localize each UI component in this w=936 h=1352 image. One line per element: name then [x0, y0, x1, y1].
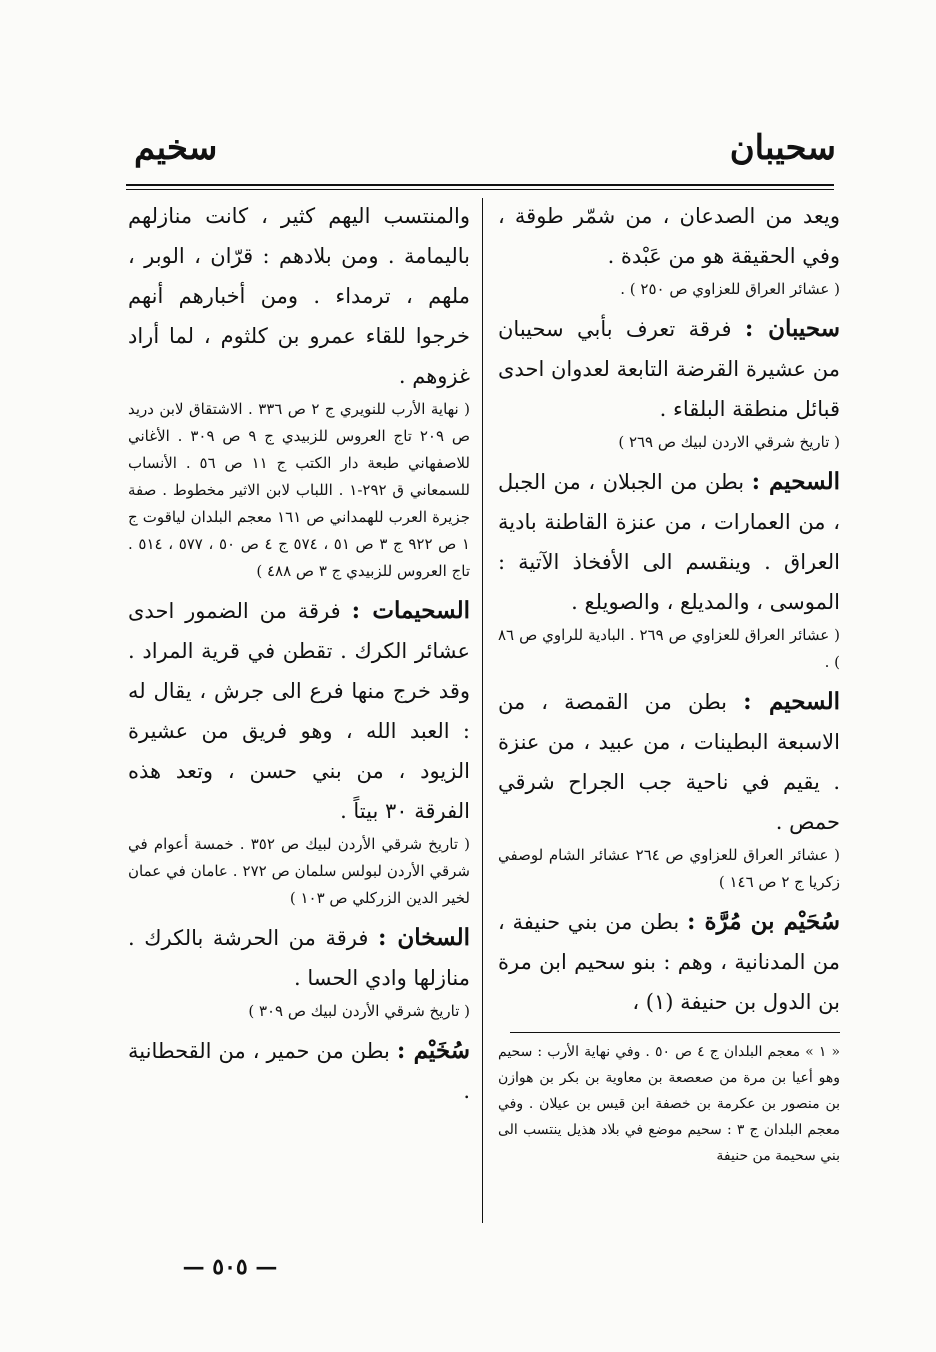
paragraph: ويعد من الصدعان ، من شمّر طوقة ، وفي الحقيقة هو من عَبْدة . [498, 204, 840, 268]
running-head-left: سخيم [134, 128, 218, 168]
entry-sukhaym [128, 1031, 470, 1111]
footnote-rule [510, 1032, 840, 1033]
header-rule [126, 184, 834, 186]
reference: ( تاريخ شرقي الاردن لبيك ص ٢٦٩ ) [618, 433, 840, 451]
left-column [128, 196, 470, 1111]
entry-title: السخان : [377, 924, 470, 951]
entry-text: فرقة تعرف بأبي سحيبان من عشيرة القرضة التابعة لعدوان احدى قبائل منطقة البلقاء . [498, 317, 840, 421]
entry-title: السحيم : [743, 688, 840, 715]
entry-al-suhaymat [128, 591, 470, 831]
entry-title: سُخَيْم : [396, 1037, 470, 1064]
entry-text: بطن من حمير ، من القحطانية . [128, 1039, 470, 1103]
entry-suhaym-bin-murra [498, 902, 840, 1022]
paragraph: والمنتسب اليهم كثير ، كانت منازلهم باليمامة . ومن بلادهم : قرّان ، الوبر ، ملهم ، ترمداء . ومن أخبارهم أنهم خرجوا للقاء عمرو بن كلثوم ، لما أراد غزوهم . [128, 204, 470, 388]
entry-text: بطن من بني حنيفة ، من المدنانية ، وهم : بنو سحيم ابن مرة بن الدول بن حنيفة (١) ، [498, 910, 840, 1014]
entry-text: بطن من القمصة ، من الاسبعة البطينات ، من عبيد ، من عنزة . يقيم في ناحية جب الجراح شرقي حمص . [498, 690, 840, 834]
entry-title: سحيبان : [744, 315, 840, 342]
entry-title: السحيمات : [351, 597, 470, 624]
entry-title: سُحَيْم بن مُرَّة : [686, 908, 840, 935]
entry-text: فرقة من الضمور احدى عشائر الكرك . تقطن في قرية المراد . وقد خرج منها فرع الى جرش ، يقال له : العبد الله ، وهو فريق من عشيرة الزيود ، من بني حسن ، وتعد هذه الفرقة ٣٠ بيتاً . [128, 599, 470, 823]
header-rule-thin [126, 189, 834, 190]
reference: ( نهاية الأرب للنويري ج ٢ ص ٣٣٦ . الاشتقاق لابن دريد ص ٢٠٩ تاج العروس للزبيدي ج ٩ ص ٣٠٩ . الأغاني للاصفهاني طبعة دار الكتب ج ١١ ص ٥٦ . الأنساب للسمعاني ق ٢٩٢-١ . اللباب لابن الاثير مخطوط . صفة جزيرة العرب للهمداني ص ١٦١ معجم البلدان لياقوت ج ١ ص ٩٢٢ ج ٣ ص ٥١ ، ٥٧٤ ج ٤ ص ٥٠ ، ٥٧٧ ، ٥١٤ . تاج العروس للزبيدي ج ٣ ص ٤٨٨ ) [128, 400, 471, 580]
entry-text: فرقة من الحرشة بالكرك . منازلها وادي الحسا . [128, 926, 470, 990]
entry-title: السحيم : [751, 468, 840, 495]
reference: ( عشائر العراق للعزاوي ص ٢٦٩ . البادية للراوي ص ٨٦ ) . [498, 626, 840, 671]
entry-al-suhaym-1 [498, 462, 840, 622]
right-column [498, 196, 840, 1169]
footnote: « ١ » معجم البلدان ج ٤ ص ٥٠ . وفي نهاية الأرب : سحيم وهو أعيا بن مرة من صعصعة بن معاوية بن بكر بن هوازن بن منصور بن عكرمة بن خصفة ابن قيس بن عيلان . وفي معجم البلدان ج ٣ : سحيم موضع في بلاد هذيل ينتسب الى بني سحيمة من حنيفة [498, 1044, 841, 1164]
running-head-right: سحيبان [729, 128, 836, 168]
entry-al-suhaym-2 [498, 682, 840, 842]
column-divider [482, 198, 483, 1223]
reference: ( تاريخ شرقي الأردن لبيك ص ٣٥٢ . خمسة أعوام في شرقي الأردن لبولس سلمان ص ٢٧٢ . عامان في عمان لخير الدين الزركلي ص ١٠٣ ) [128, 835, 471, 907]
entry-text: بطن من الجبلان ، من الجبل ، من العمارات ، من عنزة القاطنة بادية العراق . وينقسم الى الأفخاذ الآتية : الموسى ، والمديلع ، والصويلع . [498, 470, 840, 614]
page-number: — ٥٠٥ — [182, 1254, 278, 1280]
reference: ( عشائر العراق للعزاوي ص ٢٦٤ عشائر الشام لوصفي زكريا ج ٢ ص ١٤٦ ) [498, 846, 841, 891]
reference: ( عشائر العراق للعزاوي ص ٢٥٠ ) . [620, 280, 840, 298]
reference: ( تاريخ شرقي الأردن لبيك ص ٣٠٩ ) [248, 1002, 470, 1020]
entry-al-sakhan [128, 918, 470, 998]
entry-sahiban [498, 309, 840, 429]
